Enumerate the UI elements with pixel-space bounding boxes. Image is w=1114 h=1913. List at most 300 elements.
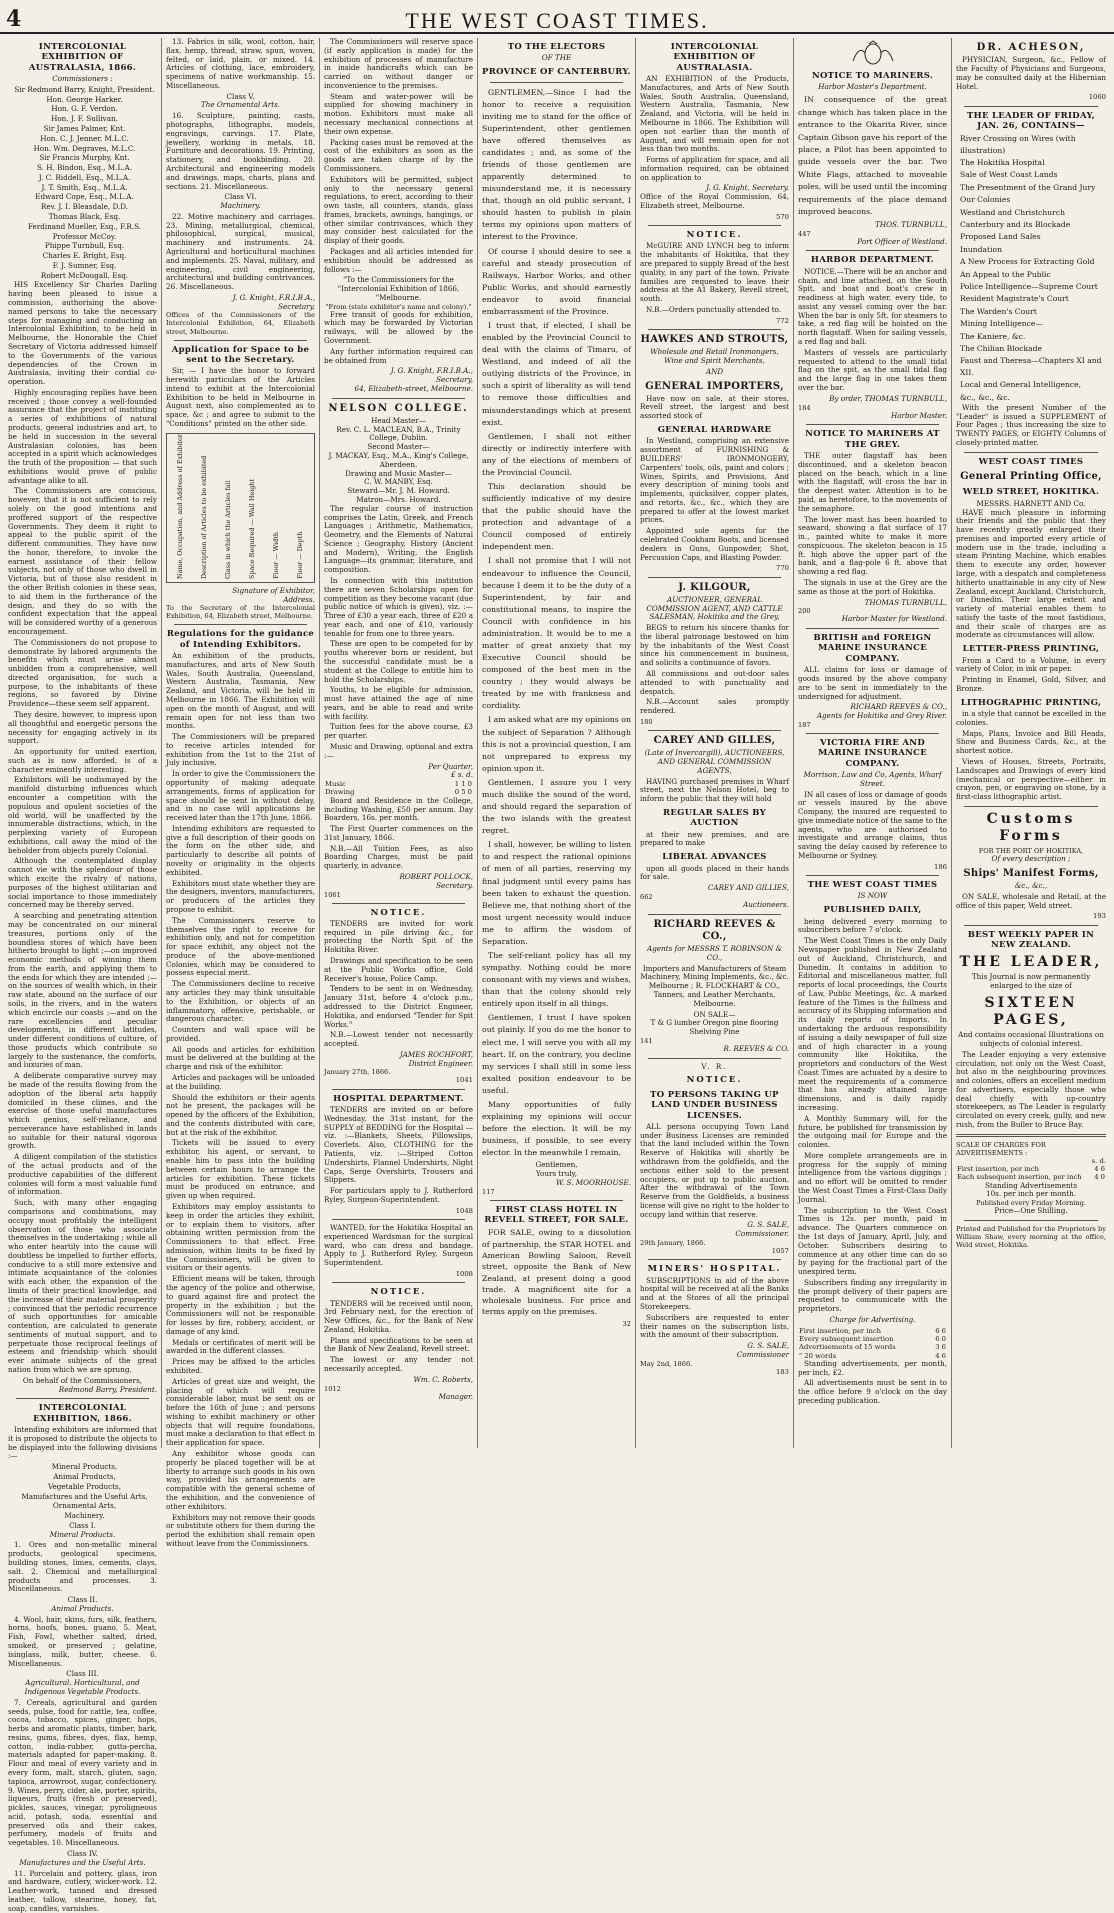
paragraph: Exhibitors will be undismayed by the manifold disturbing influences which encounter a competition with the populous and opulent societies of the old world, will be unaffected by the innumerable distractions, which, in the perplexing variety of European exhibitions, call away the mind of the beholder from objects purely Colonial. (8, 775, 157, 855)
staff-name: Steward—Mr. J. M. Howard. (347, 486, 450, 496)
ad-ref-number: 1012 (324, 1384, 341, 1393)
column-5 (636, 38, 794, 1448)
regulation: The Commissioners will be prepared to receive articles intended for exhibition from the 1st to the 21st of July inclusive. (166, 732, 315, 768)
commissioner: Hon. C. J. Jenner, M.L.C. (40, 133, 129, 143)
sixteen-pages: SIXTEEN PAGES, (984, 995, 1078, 1029)
paragraph: BEGS to return his sincere thanks for the liberal patronage bestowed on him by the inhabitants of the West Coast since his commencement in business, and solicits a continuance of favors. (640, 623, 789, 668)
schedule-column-label: Class in which the Articles fall (224, 480, 232, 579)
letterpress-heading: LETTER-PRESS PRINTING, (962, 644, 1100, 655)
address-block: "To the Commissioners for the "Intercolonial Exhibition of 1866, "Melbourne. (337, 275, 460, 302)
paragraph: The First Quarter commences on the 31st January, 1866. (324, 824, 473, 842)
regulation: Intending exhibitors are requested to give a full description of their goods on the form on the other side, and particularly to describe all points of novelty or originality in the objects exhibited. (166, 823, 315, 877)
grey-heading: NOTICE TO MARINERS AT THE GREY. (805, 429, 940, 450)
notice-date: January 27th, 1866. (324, 1068, 391, 1077)
british-signature: RICHARD REEVES & CO., (850, 702, 947, 712)
class-title: Class II. (67, 1595, 98, 1605)
paragraph: Packages and all articles intended for exhibition should be addressed as follows :— (324, 246, 473, 274)
ad-ref-number: 1057 (771, 1247, 789, 1256)
divider (648, 1259, 781, 1260)
ad-ref-number: 200 (798, 607, 811, 616)
commissioner: Ferdinand Mueller, Esq., F.R.S. (27, 221, 142, 231)
victoria-agents: Morrison, Law and Co, Agents, Wharf Street. (803, 770, 942, 788)
exhibition-heading: INTERCOLONIAL EXHIBITION OF AUSTRALASIA, 1866. (28, 42, 137, 73)
paragraph: A Monthly Summary will, for the future, be published for transmission by the outgoing mail for Europe and the colonies. (798, 1113, 947, 1150)
divider (964, 1220, 1098, 1221)
paragraph: All commissions and out-door sales attended to with punctuality and despatch. (640, 669, 789, 696)
ad-ref-number: 187 (798, 720, 811, 729)
paragraph: These are open to be competed for by youths wherever born or resident, but the successful candidate must be a student at the College to entitle him to hold the Scholarships. (324, 639, 473, 684)
class-subtitle: Agricultural, Horticultural, and Indigenous Vegetable Products. (24, 1678, 141, 1696)
paragraph: Standing advertisements, per month, per inch, £2. (798, 1358, 947, 1377)
grey-signature: THOMAS TURNBULL, (864, 597, 947, 607)
rochfort-signature: JAMES ROCHFORT, (399, 1049, 473, 1059)
ad-ref-number: 184 (798, 403, 811, 412)
paragraph: The West Coast Times is the only Daily Newspaper published in New Zealand out of Auckland, Christchurch, and Dunedin. It contains in addition to Editorial and miscellaneous matter, full reports of local proceedings, the Courts of Law, Public Meetings, &c. A marked feature of the Times is the fullness and accuracy of its Shipping information and its daily reports of Imports. In undertaking the arduous responsibility of issuing a daily newspaper of full size and of high character in a young community like Hokitika, the proprietors and conductors of the West Coast Times are actuated by a desire to meet the requirements of a commerce that has already attained large dimensions, and is daily rapidly increasing. (798, 936, 947, 1112)
contents-item: Police Intelligence—Supreme Court (960, 282, 1098, 291)
reeves-subheading: Agents for MESSRS T. ROBINSON & CO., (647, 944, 782, 962)
divider (648, 225, 781, 226)
paragraph: The signals in use at the Grey are the same as those at the port of Hokitika. (798, 577, 947, 596)
secretary-signature: J. G. Knight, F.R.I.B.A., (390, 366, 473, 376)
newspaper-title: THE WEST COAST TIMES. (405, 8, 709, 33)
commissioner: Sir Francis Murphy, Knt. (39, 153, 130, 163)
paragraph: AN EXHIBITION of the Products, Manufactures, and Arts of New South Wales, South Australia, Queensland, Western Australia, Tasmania, New Zealand, and Victoria, will be held in Melbourne in 1866. The Exhibition will open not earlier than the month of August, and will remain open for not less than two months. (640, 74, 789, 154)
pollock-role: Secretary. (436, 880, 473, 890)
staff-name: J. MACKAY, Esq., M.A., King's College, Aberdeen. (328, 451, 469, 469)
charge-value: 3 6 (935, 1343, 946, 1352)
per-quarter-label: Per Quarter, (428, 761, 473, 771)
paragraph: The lowest or any tender not necessarily accepted. (324, 1355, 473, 1373)
victoria-insurance-heading: VICTORIA FIRE AND MARINE INSURANCE COMPANY. (817, 737, 928, 769)
office-address: 64, Elizabeth-street, Melbourne. (354, 383, 473, 393)
double-divider (956, 1134, 1106, 1137)
roberts-signature: Wm. C. Roberts, (413, 1374, 473, 1384)
columns (4, 37, 1110, 1913)
divider (332, 1089, 465, 1090)
paragraph: Such, with many other engaging comparisons and combinations, may occupy most profitably the intelligent observation of those who associate themselves in the undertaking ; while all who enter heartily into the cause will doubtless be impelled to further efforts, conducive to a still more extensive and intimate acquaintance of the colonies with each other, the expansion of the limits of their practical knowledge, and the increase of their material prosperity ; convinced that the periodic recurrence of such opportunities for amicable contention, are calculated to generate sentiments of mutual support, and to perpetuate those reciprocal feelings of esteem and friendship which should ever animate subjects of the great nation from which we are sprung. (8, 1198, 157, 1375)
regulation: The Commissioners decline to receive any articles they may think unsuitable to the Exhibition, or objects of an inflammatory, offensive, perishable, or dangerous character. (166, 979, 315, 1024)
application-schedule-table (166, 433, 315, 583)
charge-label: Each subsequent insertion, per inch (957, 1173, 1082, 1182)
class-title: Class IV. (67, 1849, 98, 1859)
commissioner: Hon. J. F. Sullivan. (51, 114, 118, 124)
contents-item: &c., &c., &c. (960, 392, 1010, 402)
paragraph: N.B.—All Tuition Fees, as also Boarding Charges, must be paid quarterly, in advance. (324, 843, 473, 871)
closing-line: Yours truly, (535, 1169, 578, 1179)
commissioner: Professor McCoy. (52, 231, 117, 241)
intro-paragraph: HIS Excellency Sir Charles Darling having been pleased to issue a commission, authorising the above-named persons to take the necessary steps for managing and conducting an Intercolonial Exhibition, to be held in Melbourne, the Honorable the Chief Secretary of Victoria addressed himself to the Governments of the various dependencies of the Crown in Australasia, inviting their cordial co-operation. (8, 280, 157, 387)
paragraph: at their new premises, and are prepared to make (640, 829, 789, 848)
contents-item: A New Process for Extracting Gold (960, 257, 1095, 267)
divider (964, 806, 1098, 807)
divider (174, 624, 307, 625)
paragraph: SUBSCRIPTIONS in aid of the above hospital will be received at all the Banks and at the Stores of all the principal Storekeepers. (640, 1275, 789, 1312)
paragraph: being delivered every morning to subscribers before 7 o'clock. (798, 916, 947, 935)
wct-is-now: IS NOW (857, 891, 888, 901)
regulation: The Commissioners reserve to themselves the right to receive for exhibition only, and not for competition for space exhibit, any object not the produce of the above-mentioned Colonies, which may be considered to possess especial merit. (166, 915, 315, 978)
schedule-column-label: Description of Articles to be exhibited (200, 455, 208, 579)
paragraph: N.B.—Account sales promptly rendered. (640, 697, 789, 716)
letter-paragraph: I trust that, if elected, I shall be enabled by the Provincial Council to deal with the claims of Timaru, of Westland, and indeed of all the outlying districts of the Province, in such a spirit of liberality as will tend to remove those difficulties and misunderstandings which at present exist. (482, 320, 631, 427)
from-line: "From (state exhibitor's name and colony)." (325, 302, 472, 311)
knight-signature: J. G. Knight, Secretary. (706, 183, 789, 193)
regulation: Should the exhibitors or their agents not be present, the packages will be opened by the officers of the Exhibition, and the contents distributed with care, but at the risk of the exhibitor. (166, 1092, 315, 1137)
charge-row (798, 1327, 947, 1335)
paragraph: ON SALE, wholesale and Retail, at the office of this paper, Weld street. (956, 891, 1106, 910)
paragraph: The Commissioners will reserve space (if early application is made) for the exhibition of processes of manufacture in inside handicrafts which can be carried on without danger or inconvenience to the premises. (324, 37, 473, 90)
vr-monogram: V. R. (701, 1061, 728, 1071)
reeves-heading: RICHARD REEVES & CO., (653, 918, 776, 942)
carey-subheading: (Late of Invercargill), AUCTIONEERS, AND GENERAL COMMISSION AGENTS, (644, 748, 785, 775)
ad-ref-number: 183 (776, 1367, 789, 1376)
commissioner: Edward Cope, Esq., M.L.A. (35, 192, 134, 202)
paragraph: The regular course of instruction comprises the Latin, Greek, and French Languages ; Arithmetic, Mathematics, Geometry, and the Elements of Natural Science ; Geography, History (Ancient and Modern), Writing, the English Language—its grammar, literature, and composition. (324, 503, 473, 575)
paragraph: McGUIRE AND LYNCH beg to inform the inhabitants of Hokitika, that they are prepared to supply Bread of the best quality, in any part of the town. Private families are requested to leave their address at the A1 Bakery, Revell street, south. (640, 241, 789, 304)
charge-label: Every subsequent insertion (799, 1335, 894, 1344)
commissioner: S. H. Bindon, Esq., M.L.A. (37, 163, 132, 173)
paragraph: Music and Drawing, optional and extra :— (324, 742, 473, 760)
turnbull-role: Port Officer of Westland. (857, 236, 947, 246)
ad-ref-number: 32 (622, 1319, 631, 1328)
division: Mineral Products, (51, 1462, 118, 1472)
paragraph: In connection with this institution there are seven Scholarships open for competition as they become vacant (due public notice of which is given), viz. :—Three of £30 a year each, three of £20 a year each, and one of £10, variously tenable for from one to three years. (324, 575, 473, 638)
paragraph: All advertisements must be sent in to the office before 9 o'clock on the day preceding publication. (798, 1378, 947, 1405)
rochfort-role: District Engineer. (408, 1058, 473, 1068)
commissioner: Hon. Wm. Degraves, M.L.C. (33, 143, 136, 153)
ad-ref-number: 772 (776, 316, 789, 325)
divider (964, 106, 1098, 107)
ad-ref-number: 1061 (324, 890, 341, 899)
paragraph: Youths, to be eligible for admission, must have attained the age of nine years, and be able to read and write with facility. (324, 685, 473, 721)
paragraph: Printing in Enamel, Gold, Silver, and Bronze. (956, 675, 1106, 693)
charge-row (798, 1335, 947, 1343)
paragraph: Exhibitors will be permitted, subject only to the necessary general regulations, to erect, according to their own taste, all counters, stands, glass frames, brackets, awnings, hangings, or other similar contrivances, which they may consider best calculated for the display of their goods. (324, 174, 473, 246)
and-label: AND (705, 366, 724, 376)
scale-currency: s. d. (1091, 1156, 1106, 1165)
leader-title: THE LEADER, (959, 954, 1103, 971)
divider (806, 424, 939, 425)
letter-paragraph: GENTLEMEN,—Since I had the honor to receive a requisition inviting me to stand for the office of Superintendent, other gentlemen have offered themselves as candidates ; and, as some of the friends of those gentlemen are apparently determined to misunderstand me, it is necessary that, though an old public servant, I should hasten to publish in plain terms my opinions upon matters of interest to the Province. (482, 87, 631, 242)
charge-label: First insertion, per inch (957, 1165, 1040, 1174)
divider (490, 82, 623, 83)
divider (332, 903, 465, 904)
charge-row (798, 1343, 947, 1351)
paragraph: A searching and penetrating attention may be concentrated on our mineral treasures, portions only of the boundless stores of which have been hitherto brought to light ;—on improved economic methods of winning them from the earth, and applying them to the ends for which they are intended ;—on the sources of wealth which, in their raw state, abound on the surface of our soils, in the rivers, and in the waters which encircle our coasts ;—and on the rare excellencies and peculiar developments, in different latitudes, under different conditions of culture, of those products which contribute so largely to the sustenance, the comforts, and luxuries of man. (8, 911, 157, 1070)
divider (648, 914, 781, 915)
paragraph: HAVE much pleasure in informing their friends and the public that they have recently greatly enlarged their premises and imported every article of modern use in the trade, including a steam Printing Machine, which enables them to execute any order, however large, with a despatch and completeness hitherto unattainable in any city of New Zealand, except Auckland, Christchurch, or Dunedin. Their large extent and variety of material enables them to satisfy the taste of the most fastidious, and their scale of charges are as moderate as circumstances will allow. (956, 507, 1106, 640)
miners-role: Commissioner (736, 1349, 789, 1359)
divider (16, 1398, 149, 1399)
ad-ref-number: 1008 (455, 1269, 473, 1278)
sale-role: Commissioner. (735, 1229, 789, 1239)
customs-description: Of every description ; (991, 854, 1071, 864)
moorhouse-signature: W. S. MOORHOUSE. (555, 1177, 631, 1187)
contents-item: Faust and Theresa—Chapters XI and XII. (960, 356, 1102, 377)
commissioner: J. C. Riddell, Esq., M.L.A. (38, 172, 131, 182)
kilgour-heading: J. KILGOUR, (678, 581, 751, 593)
price-line: Price—One Shilling. (994, 1206, 1068, 1216)
paragraph: Plans and specifications to be seen at the Bank of New Zealand, Revell street. (324, 1335, 473, 1354)
paragraph: Subscribers are requested to enter their names on the subscription lists, with the amount of their subscription. (640, 1312, 789, 1340)
secretary-role: Secretary, (436, 375, 473, 385)
hotel-body: FOR SALE, owing to a dissolution of partnership, the STAR HOTEL and American Bowling Saloon, Revell street, opposite the Bank of New Zealand, at present doing a good trade. A magnificent site for a wholesale business. For price and terms apply on the premises. (482, 1228, 631, 1317)
regulation: Exhibitors must state whether they are the designers, inventors, manufacturers, or producers of the articles they propose to exhibit. (166, 878, 315, 914)
ad-ref-number: 141 (640, 1036, 653, 1045)
class-title: Class VI. (224, 192, 257, 202)
closing-line: Gentlemen, (535, 1160, 578, 1170)
staff-name: Matron—Mrs. Howard. (356, 494, 441, 504)
staff-label: Second Master— (367, 442, 430, 452)
hardware-heading: GENERAL HARDWARE (657, 425, 772, 436)
contents-item: The Chilian Blockade (960, 343, 1042, 353)
paragraph: HAVING purchased premises in Wharf street, next the Nelson Hotel, beg to inform the public that they will hold (640, 776, 789, 804)
charge-heading: Charge for Advertising. (829, 1314, 916, 1324)
notice-heading: NOTICE. (370, 907, 427, 918)
ad-ref-number: 180 (640, 717, 653, 726)
charge-value: 4 6 (1094, 1165, 1105, 1174)
regulation: Articles of great size and weight, the placing of which will require considerable labor, must be sent on or before the 16th of June ; and persons wishing to exhibit machinery or other objects that will require foundations, must make a declaration to that effect in their application for space. (166, 1376, 315, 1448)
class-items: 11. Porcelain and pottery, glass, iron and hardware, cutlery, wicker-work. 12. Leather-work, tanned and dressed leather, tallow, stearine, honey, fat, soap, candles, varnishes. (8, 1868, 157, 1913)
column-7 (952, 38, 1110, 1448)
paragraph: The lower mast has been boarded to seaward, showing a flat surface of 17 in., painted white to make it more conspicuous. The skeleton beacon is 15 ft. high above the upper part of the bank, and a flag-pole 6 ft. above that showing a red flag. (798, 514, 947, 577)
acheson-heading: DR. ACHESON, (976, 42, 1086, 53)
wct-heading: THE WEST COAST TIMES (807, 880, 938, 891)
wanted-ad: WANTED, for the Hokitika Hospital an experienced Wardsman for the surgical ward, who can dress and bandage. Apply to J. Rutherford Ryley, Surgeon Superintendent. (324, 1222, 473, 1268)
standing-heading: Standing Advertisements (984, 1180, 1078, 1190)
divider (332, 1219, 465, 1220)
advertising-charges-table (798, 1327, 947, 1360)
nelson-college-heading: NELSON COLLEGE. (328, 402, 469, 414)
paragraph: ALL persons occupying Town Land under Business Licenses are reminded that the land included within the Town Reserve of Hokitika will shortly be withdrawn from the goldfields, and the sections either sold to the present occupiers, or put up to public auction. After the withdrawal of the Town Reserve from the Goldfields, a business license will give no right to the holder to occupy land within that reserve. (640, 1121, 789, 1219)
paragraph: Maps, Plans, Invoice and Bill Heads, Show and Business Cards, &c., at the shortest notice. (956, 728, 1106, 756)
on-sale-label: ON SALE— (693, 1009, 736, 1019)
contents-item: Mining Intelligence— (960, 319, 1043, 329)
paragraph: IN consequence of the great change which has taken place in the entrance to the Okarita River, since Captain Gibson gave his report of the place, a Pilot has been appointed to guide vessels over the bar. Two White Flags, attached to moveable poles, will be used until the incoming requirements of the place demand improved beacons. (798, 95, 947, 217)
divider (648, 730, 781, 731)
royal-arms-icon (849, 41, 897, 67)
regulation: In order to give the Commissioners the opportunity of making adequate arrangements, forms of application for space should be sent in without delay, and in no case will applications be received later than the 17th June, 1866. (166, 769, 315, 823)
column-2 (162, 37, 320, 1548)
best-weekly-heading: BEST WEEKLY PAPER IN NEW ZEALAND. (967, 929, 1095, 951)
regulation: Prices may be affixed to the articles exhibited. (166, 1357, 315, 1375)
paragraph: Appointed sole agents for the celebrated Cookham Boots, and licensed dealers in Guns, Gunpowder, Shot, Percussion Caps, and Blasting Powder. (640, 526, 789, 562)
province-heading: PROVINCE OF CANTERBURY. (482, 67, 631, 78)
turnbull-signature: THOS. TURNBULL, (875, 219, 947, 229)
paragraph: In Westland, comprising an extensive assortment of FURNISHING & BUILDERS' IRONMONGERY, Carpenters' tools, oils, paint and colors ; Wines, Spirits, and Provisions, And every description of mining tools and implements, quicksilver, copper plates, and retorts, &c., &c., which they are prepared to offer at the lowest market prices. (640, 436, 789, 525)
hospital-heading: HOSPITAL DEPARTMENT. (333, 1093, 464, 1104)
address-line: Address. (283, 594, 315, 604)
paragraph: A diligent compilation of the statistics of the actual products and of the productive capabilities of the different colonies will form a most valuable fund of information. (8, 1152, 157, 1197)
notice-heading: NOTICE. (686, 230, 743, 241)
commissioners-list (8, 86, 157, 281)
class-title: Class III. (66, 1669, 99, 1679)
charge-value: 4 6 (935, 1351, 946, 1360)
fees-table (324, 780, 473, 797)
leader-charges-table (956, 1165, 1106, 1182)
regular-sales-heading: REGULAR SALES BY AUCTION (663, 807, 766, 829)
column-4 (478, 38, 636, 1448)
roberts-role: Manager. (438, 1391, 473, 1401)
fee-label: Drawing (325, 788, 355, 797)
charge-row (956, 1165, 1106, 1173)
schedule-column-label: Floor — Width (272, 531, 280, 579)
ships-manifest-heading: Ships' Manifest Forms, (963, 867, 1099, 879)
letter-paragraph: I shall not promise that I will not endeavour to influence the Council, because I deem it to be the duty of a Superintendent, by fair and constitutional means, to inspire the Council with confidence in his administration. It would be to me a matter of great anxiety that my Executive Council should be composed of the best men in the country ; they would always be treated by me with frankness and cordiality. (482, 556, 631, 711)
paragraph: N.B.—Lowest tender not necessarily accepted. (324, 1030, 473, 1049)
letter-paragraph: I am asked what are my opinions on the subject of Separation ? Although this is not a provincial question, I am not unprepared to express my opinion upon it. (482, 715, 631, 773)
commissioner: Robert McDougall, Esq. (40, 270, 129, 280)
paragraph: For particulars apply to J. Rutherford Ryley, Surgeon-Superintendent. (324, 1186, 473, 1204)
masthead (0, 0, 1114, 34)
printing-office-address: WELD STREET, HOKITIKA. (962, 487, 1100, 498)
harbor-signature: By order, THOMAS TURNBULL, (829, 393, 947, 403)
hawkes-heading: HAWKES AND STROUTS, (640, 333, 789, 345)
kilgour-subheading: AUCTIONEER, GENERAL COMMISSION AGENT, AND CATTLE SALESMAN, Hokitika and the Grey, (646, 594, 783, 622)
letter-paragraph: Gentlemen, I trust I have spoken out plainly. If you do me the honor to elect me, I will serve you with all my heart. If, on the contrary, you decline my services I shall still in some less exalted position endeavour to be useful. (482, 1013, 631, 1095)
notice-heading: NOTICE. (686, 1075, 743, 1086)
electors-of-the: OF THE (541, 53, 572, 63)
paragraph: TENDERS will be received until noon, 3rd February next, for the erection of New Offices, &c., for the Bank of New Zealand, Hokitika. (324, 1298, 473, 1334)
regulation: Tickets will be issued to every exhibitor, his agent, or servant, to enable him to pass into the building between certain hours to arrange the articles for exhibition. These tickets must be produced on entrance, and given up when required. (166, 1138, 315, 1201)
divider (806, 875, 939, 876)
customs-forms-heading: Customs Forms (986, 810, 1076, 844)
ad-ref-number: 447 (798, 229, 811, 238)
fee-value: 0 5 0 (454, 788, 472, 797)
paragraph: Any further information required can be obtained from (324, 346, 473, 365)
leader-contents-list (956, 133, 1106, 403)
customs-port: FOR THE PORT OF HOKITIKA, (978, 847, 1084, 856)
miners-signature: G. S. SALE, (747, 1341, 789, 1351)
paragraph: Subscribers finding any irregularity in the prompt delivery of their papers are requested to communicate with the proprietors. (798, 1277, 947, 1314)
divider (806, 733, 939, 734)
office-address: Office of the Royal Commission, 64, Elizabeth street, Melbourne. (640, 192, 789, 211)
letter-paragraph: Gentlemen, I assure you I very much dislike the sound of the word, and should regard the separation of the two islands with the greatest regret. (482, 777, 631, 836)
paragraph: From a Card to a Volume, in every variety of Color, in ink or paper. (956, 655, 1106, 674)
paragraph: A deliberate comparative survey may be made of the results flowing from the adoption of the liberal arts happily domiciled in these climes, and the exercise of those useful manufactures which genius, self-reliance, and perseverance have established in lands so suitable for their natural vigorous growth. (8, 1071, 157, 1151)
divider (648, 1058, 781, 1059)
contents-item: An Appeal to the Public (960, 269, 1051, 279)
paragraph: TENDERS are invited on or before Wednesday, the 31st instant, for the SUPPLY of BEDDING for the Hospital — viz. :—Blankets, Sheets, Pillowslips, Coverlets. Also, CLOTHING for the Patients, viz. :—Striped Cotton Undershirts, Flannel Undershirts, Night Caps, Serge Overshirts, Trousers and Slippers. (324, 1105, 473, 1185)
contents-item: Resident Magistrate's Court (960, 294, 1069, 304)
ad-ref-number: 117 (482, 1187, 495, 1196)
published-line: Published every Friday Morning. (975, 1199, 1087, 1208)
divider (648, 329, 781, 330)
commissioner: Charles E. Bright, Esq. (42, 251, 127, 261)
regulation: Any exhibitor whose goods can properly be placed together will be at liberty to arrange such goods in his own way, provided his arrangements are compatible with the general scheme of the exhibition, and the convenience of other exhibitors. (166, 1449, 315, 1511)
fee-value: 1 1 0 (454, 780, 472, 789)
regulation: Counters and wall space will be provided. (166, 1025, 315, 1043)
paragraph: Intending exhibitors are informed that it is proposed to distribute the objects to be displayed into the following divisions :— (8, 1425, 157, 1461)
staff-name: C. W. MANBY, Esq. (364, 477, 433, 487)
contents-item: Sale of West Coast Lands (960, 170, 1058, 180)
paragraph: Masters of vessels are particularly requested to attend to the small tidal flag on the spit, as the small tidal flag and the large flag in one takes them over the bar. (798, 347, 947, 392)
charge-value: 6 0 (935, 1335, 946, 1344)
paragraph: The Leader enjoying a very extensive circulation, not only on the West Coast, but also in the neighbouring provinces and colonies, offers an excellent medium for advertisers, especially those who deal chiefly with up-country storekeepers, as The Leader is regularly circulated on every creek, gully, and new rush, from the Buller to Bruce Bay. (956, 1049, 1106, 1129)
sale-signature: G. S. SALE, (747, 1220, 789, 1230)
ad-ref-number: 662 (640, 892, 653, 901)
paragraph: TENDERS are invited for work required in pile driving &c., for protecting the North Spit of the Hokitika River. (324, 918, 473, 955)
paragraph: Have now on sale, at their stores, Revell street, the largest and best assorted stock of (640, 393, 789, 421)
paragraph: With the present Number of the "Leader" is issued a SUPPLEMENT of Four Pages ; thus increasing the size to TWENTY PAGES, or EIGHTY Columns of closely-printed matter. (956, 402, 1106, 448)
paragraph: Tuition fees for the above course, £3 per quarter. (324, 722, 473, 741)
paragraph: Drawings and specification to be seen at the Public Works office, Gold Receiver's house, Police Camp. (324, 956, 473, 983)
imprint: Printed and Published for the Proprietors by William Shaw, every morning at the office, Weld street, Hokitika. (956, 1225, 1106, 1250)
litho-heading: LITHOGRAPHIC PRINTING, (960, 697, 1102, 708)
application-body: Sir, — I have the honor to forward herewith particulars of the Articles intend to exhibit at the Intercolonial Exhibition to be held in Melbourne in August next, also complemented as to space, &c ; and agree to submit to the "Conditions" printed on the other side. (166, 366, 315, 428)
paragraph: This Journal is now permanently enlarged to the size of (971, 972, 1091, 991)
liberal-advances-heading: LIBERAL ADVANCES (662, 852, 767, 863)
commissioner: Rev. J. I. Bleasdale, D.D. (40, 202, 129, 212)
divider (806, 628, 939, 629)
notice-date: May 2nd, 1866. (640, 1359, 693, 1368)
charge-label: " 20 words (799, 1351, 837, 1360)
printing-office-heading: WEST COAST TIMES (978, 456, 1084, 467)
letter-paragraph: Many opportunities of fully explaining my opinions will occur before the election. It will be my business, if possible, to see every elector. In the meanwhile I remain, (482, 1099, 631, 1158)
divider (648, 577, 781, 578)
ad-ref-number: 1041 (455, 1076, 473, 1085)
secretary-signature: J. G. Knight, F.R.I.B.A., (232, 292, 315, 302)
carey-signature: CAREY AND GILLIES, (707, 883, 789, 893)
secretary-role: Secretary. (278, 301, 315, 311)
divider (332, 398, 465, 399)
carey-role: Auctioneers. (743, 899, 789, 909)
schedule-column-label: Name, Occupation, and Address of Exhibitor (176, 433, 184, 579)
paragraph: Although the contemplated display cannot vie with the splendour of those which excite the rivalry of nations, purposes of the highest utilitarian and social importance to those immediately concerned may be thereby served. (8, 856, 157, 910)
paragraph: Free transit of goods for exhibition, which may be forwarded by Victorian railways, will be allowed by the Government. (324, 309, 473, 346)
divider (490, 1200, 623, 1201)
class-subtitle: Mineral Products. (49, 1529, 116, 1539)
paragraph: IN all cases of loss or damage of goods or vessels insured by the above Company, the insured are requested to give immediate notice of the same to the agents, who are authorised to investigate and arrange claims, thus saving the delay caused by reference to Melbourne or Sydney. (798, 789, 947, 861)
paragraph: The Commissioners do not propose to demonstrate by labored arguments the benefits which must arise almost unbidden from a comprehensive, well directed organisation, for such a purpose, to the inhabitants of these regions, so favored by Divine Providence—these seem self apparent. (8, 637, 157, 709)
division: Manufactures and the Useful Arts, (21, 1491, 148, 1501)
paragraph: THE outer flagstaff has been discontinued, and a skeleton beacon placed on the beach, which in a line with the flagstaff, will cross the bar in the deepest water. Attention is to be paid, as heretofore, to the movements of the semaphore. (798, 451, 947, 513)
class-items: 13. Fabrics in silk, wool, cotton, hair, flax, hemp, thread, straw, spun, woven, felted, or laid, plain, or mixed. 14. Articles of clothing, lace, embroidery, specimens of native workmanship. 15. Miscellaneous. (166, 37, 315, 90)
class-items: 22. Motive machinery and carriages. 23. Mining, metallurgical, chemical, philosophical, surgical, musical, machinery and instruments. 24. Agricultural and horticultural machines and implements. 25. Naval, military, and engineering, civil engineering, architectural and building contrivances. 26. Miscellaneous. (166, 211, 315, 292)
divider (174, 340, 307, 341)
ad-ref-number: 770 (776, 564, 789, 573)
british-insurance-heading: BRITISH and FOREIGN MARINE INSURANCE COMPANY. (813, 633, 932, 664)
page-number: 4 (6, 6, 22, 32)
class-subtitle: Machinery. (220, 201, 261, 211)
electors-heading: TO THE ELECTORS (507, 42, 606, 52)
paragraph: Highly encouraging replies have been received ; those convey a well-founded assurance that the project of instituting a series of exhibitions of natural products, general industries and art, to be held in succession in the several Australasian colonies, has been accepted in a spirit which acknowledges the truth of the proposition — that such exhibitions would prove of public advantage alike to all. (8, 387, 157, 485)
regulation: Medals or certificates of merit will be awarded in the different classes. (166, 1337, 315, 1356)
paragraph: Packing cases must be removed at the cost of the exhibitors as soon as the goods are taken charge of by the Commissioners. (324, 137, 473, 173)
column-1 (4, 38, 162, 1913)
application-heading: Application for Space to be sent to the Secretary. (171, 344, 310, 365)
regulation: All goods and articles for exhibition must be delivered at the building at the charge and risk of the exhibitor. (166, 1044, 315, 1072)
harnett-name: MESSRS. HARNETT AND Co. (976, 498, 1086, 508)
ad-ref-number: 186 (934, 862, 947, 871)
class-title: Class V. (226, 91, 255, 101)
leader-contents-heading: THE LEADER OF FRIDAY, JAN. 26, CONTAINS— (967, 110, 1095, 131)
paragraph: N.B.—Orders punctually attended to. (646, 304, 782, 314)
regulation: An exhibition of the products, manufactures, and arts of New South Wales, South Australia, Queensland, Western Australia, Tasmania, New Zealand, and Victoria, will be held in Melbourne in 1866. The Exhibition will open on the month of August, and will remain open for not less than two months. (166, 651, 315, 731)
letter-paragraph: Of course I should desire to see a careful and steady prosecution of Railways, Harbor Works, and other Public Works, and should earnestly endeavor to avoid financial embarrassment of the Province. (482, 246, 631, 316)
division: Animal Products, (53, 1471, 116, 1481)
paragraph: NOTICE.—There will be an anchor and chain, and line attached, on the South Spit, and boat and boat's crew in readiness at high water, every tide, to assist any vessel coming over the bar. When the bar is only 5ft. for steamers to take, a red flag will be hoisted on the north flagstaff. When for sailing vessels, a red flag and ball. (798, 266, 947, 347)
carey-heading: CAREY AND GILLES, (653, 734, 776, 746)
paragraph: More complete arrangements are in progress for the supply of mining intelligence from the various diggings ; and no effort will be omitted to render the West Coast Times a First-Class Daily Journal. (798, 1150, 947, 1204)
column-6 (794, 38, 952, 1448)
importers-heading: GENERAL IMPORTERS, (645, 380, 784, 392)
contents-item: The Warden's Court (960, 306, 1037, 316)
contents-item: Proposed Land Sales (960, 232, 1041, 242)
commissioner: Phippe Turnbull, Esq. (44, 241, 125, 251)
paragraph: PHYSICIAN, Surgeon, &c., Fellow of the Faculty of Physicians and Surgeons, may be consulted daily at the Hibernian Hotel. (956, 55, 1106, 91)
class-subtitle: The Ornamental Arts. (200, 100, 281, 110)
harbor-heading: HARBOR DEPARTMENT. (810, 255, 935, 266)
